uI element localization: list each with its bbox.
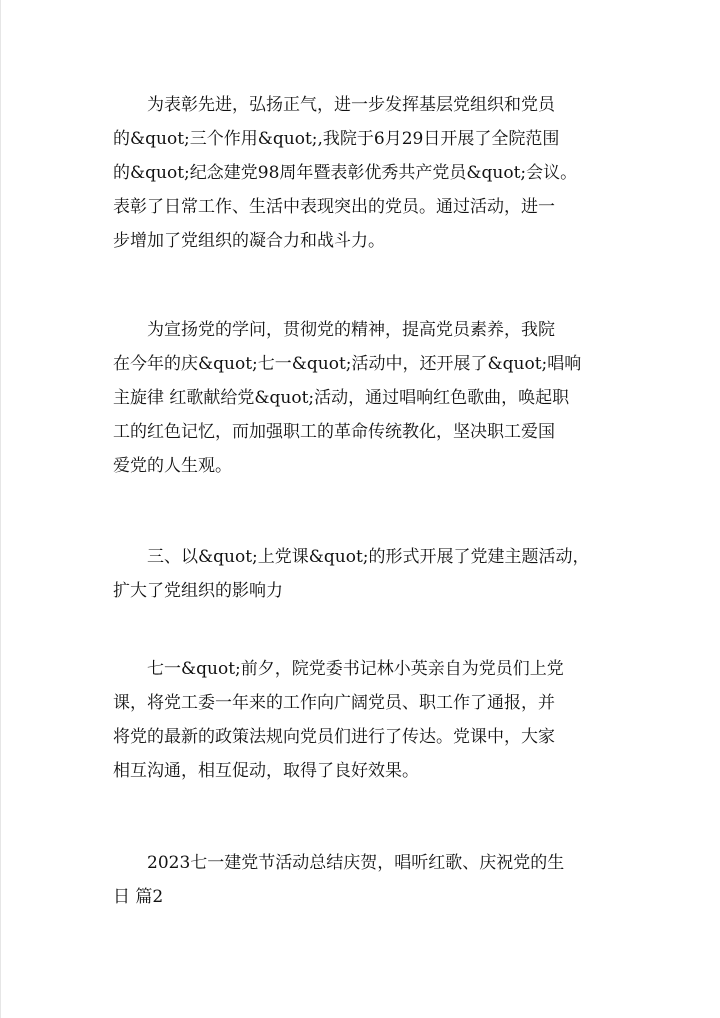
paragraph-red-songs [113, 313, 613, 483]
paragraph-line: 七一&quot;前夕，院党委书记林小英亲自为党员们上党 [147, 659, 564, 679]
paragraph-line: 相互沟通，相互促动，取得了良好效果。 [113, 761, 419, 781]
paragraph-line: 爱党的人生观。 [113, 456, 232, 476]
paragraph-line: 2023七一建党节活动总结庆贺，唱听红歌、庆祝党的生 [147, 853, 565, 873]
paragraph-line: 课，将党工委一年来的工作向广阔党员、职工作了通报，并 [113, 693, 555, 713]
paragraph-commendation [113, 88, 613, 258]
paragraph-line: 主旋律 红歌献给党&quot;活动，通过唱响红色歌曲，唤起职 [113, 388, 570, 408]
article-title-part-2 [113, 846, 613, 914]
paragraph-line: 将党的最新的政策法规向党员们进行了传达。党课中，大家 [113, 727, 555, 747]
paragraph-line: 工的红色记忆，而加强职工的革命传统教化，坚决职工爱国 [113, 422, 555, 442]
paragraph-line: 扩大了党组织的影响力 [113, 581, 283, 601]
paragraph-line: 的&quot;纪念建党98周年暨表彰优秀共产党员&quot;会议。 [113, 163, 578, 183]
paragraph-line: 表彰了日常工作、生活中表现突出的党员。通过活动，进一 [113, 197, 555, 217]
paragraph-line: 三、以&quot;上党课&quot;的形式开展了党建主题活动， [147, 547, 590, 567]
paragraph-line: 在今年的庆&quot;七一&quot;活动中，还开展了&quot;唱响 [113, 354, 582, 374]
paragraph-line: 的&quot;三个作用&quot;,我院于6月29日开展了全院范围 [113, 129, 560, 149]
paragraph-party-lecture [113, 652, 613, 788]
section-heading-party-lecture [113, 540, 613, 608]
paragraph-line: 日 篇2 [113, 887, 164, 907]
paragraph-line: 步增加了党组织的凝合力和战斗力。 [113, 231, 385, 251]
paragraph-line: 为表彰先进，弘扬正气，进一步发挥基层党组织和党员 [147, 95, 555, 115]
paragraph-line: 为宣扬党的学问，贯彻党的精神，提高党员素养，我院 [147, 320, 555, 340]
